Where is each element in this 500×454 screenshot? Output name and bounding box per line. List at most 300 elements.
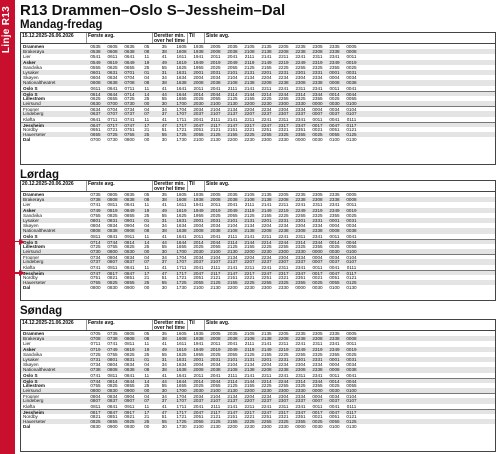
last-departure-time: 2211 <box>244 264 255 270</box>
first-departure-time: 0849 <box>124 207 135 213</box>
minutes-past-hour: 00 <box>144 388 150 394</box>
last-departure-time: 2125 <box>227 243 238 249</box>
last-departure-time: 2314 <box>295 91 306 96</box>
last-departure-time: 0117 <box>346 122 357 127</box>
last-departure-time: 2041 <box>210 372 221 378</box>
first-departure-time: 0837 <box>124 259 135 265</box>
minutes-past-hour: 41 <box>161 54 167 60</box>
last-departure-time: 2338 <box>329 197 340 203</box>
last-departure-time: 2125 <box>227 382 238 388</box>
until-time: 1704 <box>176 107 187 112</box>
last-departure-time: 2114 <box>227 91 238 96</box>
first-departure-time: 0549 <box>90 59 101 65</box>
last-departure-time: 2151 <box>227 275 238 280</box>
first-departure-time: 0755 <box>107 351 118 357</box>
first-departure-time: 0641 <box>107 85 118 91</box>
first-departure-time: 0638 <box>107 80 118 86</box>
first-departure-time: 0835 <box>124 192 135 197</box>
last-departure-time: 0034 <box>329 394 340 399</box>
last-departure-time: 2307 <box>278 259 289 265</box>
last-departure-time: 2317 <box>278 270 289 275</box>
first-departure-time: 0838 <box>107 228 118 234</box>
last-departure-time: 2334 <box>312 75 323 81</box>
last-departure-time: 0100 <box>329 137 340 143</box>
last-departure-time: 2144 <box>244 91 255 96</box>
until-time: 1608 <box>176 49 187 55</box>
minutes-past-hour: 11 <box>144 54 150 60</box>
last-departure-time: 2155 <box>227 280 238 286</box>
last-departure-time: 2217 <box>244 122 255 127</box>
last-departure-time: 0000 <box>295 424 306 430</box>
last-departure-time: 2149 <box>261 346 272 352</box>
last-departure-time: 0104 <box>346 394 357 399</box>
header-first-departure: Første avg. <box>87 320 153 330</box>
first-departure-time: 0738 <box>90 197 101 203</box>
last-departure-time: 0038 <box>346 228 357 234</box>
last-departure-time: 2249 <box>295 59 306 65</box>
last-departure-time: 2337 <box>295 259 306 265</box>
last-departure-time: 2138 <box>261 336 272 342</box>
minutes-past-hour: 07 <box>144 398 150 404</box>
table-row <box>21 285 495 290</box>
last-departure-time: 0041 <box>329 264 340 270</box>
last-departure-time: 2201 <box>261 217 272 223</box>
last-departure-time: 2107 <box>210 398 221 404</box>
first-departure-time: 0807 <box>107 259 118 265</box>
last-departure-time: 0004 <box>329 223 340 229</box>
minutes-past-hour: 08 <box>144 228 150 234</box>
minutes-past-hour: 30 <box>161 424 167 430</box>
last-departure-time: 2205 <box>278 192 289 197</box>
until-time: 1634 <box>176 223 187 229</box>
timetable-weekday <box>20 32 496 165</box>
first-departure-time: 0711 <box>90 341 101 347</box>
until-time: 1605 <box>176 331 187 336</box>
first-departure-time: 0917 <box>124 409 135 414</box>
last-departure-time: 2304 <box>278 107 289 112</box>
last-departure-time: 2117 <box>210 409 221 414</box>
first-departure-time: 0908 <box>124 228 135 234</box>
last-departure-time: 2134 <box>244 223 255 229</box>
until-time: 1634 <box>176 362 187 368</box>
until-time: 1704 <box>176 255 187 260</box>
last-departure-time: 2225 <box>278 212 289 218</box>
last-departure-time: 1955 <box>193 212 204 218</box>
minutes-past-hour: 51 <box>161 127 167 132</box>
last-departure-time: 2304 <box>278 255 289 260</box>
minutes-past-hour: 38 <box>161 228 167 234</box>
last-departure-time: 2101 <box>227 217 238 223</box>
first-departure-time: 0834 <box>124 255 135 260</box>
first-departure-time: 0825 <box>107 212 118 218</box>
last-departure-time: 2044 <box>210 239 221 244</box>
last-departure-time: 0025 <box>329 382 340 388</box>
last-departure-time: 0107 <box>346 111 357 117</box>
minutes-past-hour: 04 <box>144 75 150 81</box>
last-departure-time: 2334 <box>312 223 323 229</box>
minutes-past-hour: 04 <box>144 255 150 260</box>
until-time: 1730 <box>176 137 187 143</box>
station-name: Kløfta <box>23 403 35 409</box>
last-departure-time: 2200 <box>227 137 238 143</box>
last-departure-time: 2225 <box>261 95 272 101</box>
first-departure-time: 0837 <box>107 398 118 404</box>
last-departure-time: 2107 <box>210 111 221 117</box>
minutes-past-hour: 38 <box>161 49 167 55</box>
last-departure-time: 0025 <box>346 64 357 70</box>
first-departure-time: 0619 <box>107 59 118 65</box>
last-departure-time: 0011 <box>312 264 323 270</box>
last-departure-time: 0011 <box>346 202 357 208</box>
first-departure-time: 0841 <box>124 264 135 270</box>
minutes-past-hour: 30 <box>161 249 167 255</box>
last-departure-time: 2234 <box>261 107 272 112</box>
last-departure-time: 2341 <box>312 372 323 378</box>
first-departure-time: 0734 <box>124 107 135 112</box>
last-departure-time: 2104 <box>227 362 238 368</box>
station-name: Nationaltheatret <box>23 228 56 234</box>
last-departure-time: 0007 <box>312 111 323 117</box>
last-departure-time: 2308 <box>312 49 323 55</box>
last-departure-time: 2231 <box>278 69 289 75</box>
first-departure-time: 0834 <box>124 362 135 368</box>
last-departure-time: 2201 <box>261 69 272 75</box>
first-departure-time: 0655 <box>124 64 135 70</box>
last-departure-time: 2311 <box>295 233 306 239</box>
first-departure-time: 0825 <box>124 351 135 357</box>
last-departure-time: 2244 <box>278 378 289 383</box>
first-departure-time: 0804 <box>107 362 118 368</box>
last-departure-time: 2241 <box>261 116 272 122</box>
last-departure-time: 2301 <box>295 217 306 223</box>
last-departure-time: 2241 <box>278 85 289 91</box>
last-departure-time: 2255 <box>278 95 289 101</box>
last-departure-time: 2204 <box>244 394 255 399</box>
last-departure-time: 2030 <box>193 388 204 394</box>
first-departure-time: 0801 <box>107 356 118 362</box>
station-name: Nordby <box>23 127 38 132</box>
last-departure-time: 2311 <box>278 264 289 270</box>
last-departure-time: 2237 <box>261 398 272 404</box>
last-departure-time: 1941 <box>193 54 204 60</box>
until-time: 1655 <box>176 95 187 101</box>
first-departure-time: 0611 <box>90 85 101 91</box>
last-departure-time: 2325 <box>312 212 323 218</box>
last-departure-time: 2241 <box>295 341 306 347</box>
last-departure-time: 2138 <box>244 228 255 234</box>
last-departure-time: 2255 <box>295 212 306 218</box>
first-departure-time: 0741 <box>90 202 101 208</box>
last-departure-time: 0055 <box>329 132 340 138</box>
last-departure-time: 2230 <box>261 388 272 394</box>
last-departure-time: 0017 <box>312 270 323 275</box>
first-departure-time: 0811 <box>124 341 135 347</box>
last-departure-time: 0014 <box>329 91 340 96</box>
last-departure-time: 2247 <box>261 409 272 414</box>
last-departure-time: 2235 <box>295 331 306 336</box>
until-time: 1644 <box>176 91 187 96</box>
last-departure-time: 2325 <box>295 243 306 249</box>
last-departure-time: 0121 <box>346 127 357 132</box>
last-departure-time: 0007 <box>312 259 323 265</box>
last-departure-time: 2341 <box>329 341 340 347</box>
last-departure-time: 2247 <box>261 122 272 127</box>
minutes-past-hour: 51 <box>161 275 167 280</box>
until-time: 1608 <box>176 197 187 203</box>
last-departure-time: 2055 <box>193 419 204 425</box>
last-departure-time: 0030 <box>312 137 323 143</box>
last-departure-time: 2138 <box>261 49 272 55</box>
last-departure-time: 2107 <box>210 259 221 265</box>
minutes-past-hour: 49 <box>161 207 167 213</box>
until-time: 1605 <box>176 44 187 49</box>
until-time: 1631 <box>176 69 187 75</box>
minutes-past-hour: 55 <box>161 212 167 218</box>
last-departure-time: 2255 <box>278 382 289 388</box>
last-departure-time: 2311 <box>312 54 323 60</box>
until-time: 1717 <box>176 409 187 414</box>
first-departure-time: 0804 <box>90 394 101 399</box>
minutes-past-hour: 44 <box>161 378 167 383</box>
last-departure-time: 2349 <box>329 346 340 352</box>
last-departure-time: 2251 <box>261 414 272 419</box>
first-departure-time: 0744 <box>107 239 118 244</box>
last-departure-time: 0034 <box>346 75 357 81</box>
last-departure-time: 2338 <box>329 49 340 55</box>
last-departure-time: 2030 <box>193 101 204 107</box>
last-departure-time: 2217 <box>244 409 255 414</box>
last-departure-time: 0037 <box>329 398 340 404</box>
minutes-past-hour: 55 <box>161 382 167 388</box>
first-departure-time: 0741 <box>90 372 101 378</box>
minutes-past-hour: 25 <box>144 280 150 286</box>
last-departure-time: 0055 <box>346 95 357 101</box>
last-departure-time: 2204 <box>244 107 255 112</box>
until-time: 1644 <box>176 239 187 244</box>
first-departure-time: 0641 <box>124 54 135 60</box>
last-departure-time: 0037 <box>329 259 340 265</box>
until-time: 1655 <box>176 382 187 388</box>
until-time: 1730 <box>176 424 187 430</box>
last-departure-time: 2304 <box>278 394 289 399</box>
station-name: Drammen <box>23 44 45 49</box>
last-departure-time: 2011 <box>193 372 204 378</box>
minutes-past-hour: 00 <box>144 101 150 107</box>
station-name: Frogner <box>23 107 40 112</box>
last-departure-time: 2241 <box>278 372 289 378</box>
last-departure-time: 2038 <box>210 80 221 86</box>
last-departure-time: 2100 <box>193 137 204 143</box>
last-departure-time: 2100 <box>210 101 221 107</box>
last-departure-time: 0025 <box>346 351 357 357</box>
station-name: Asker <box>23 59 36 65</box>
last-departure-time: 2301 <box>295 69 306 75</box>
minutes-past-hour: 38 <box>161 367 167 373</box>
last-departure-time: 2349 <box>329 59 340 65</box>
last-departure-time: 2341 <box>295 403 306 409</box>
first-departure-time: 0714 <box>90 239 101 244</box>
first-departure-time: 0634 <box>107 75 118 81</box>
station-name: Dal <box>23 424 31 430</box>
station-name: Lysaker <box>23 69 39 75</box>
header-minutes-past-hour: Deretter min. over hel time <box>153 33 188 43</box>
last-departure-time: 2111 <box>227 372 238 378</box>
last-departure-time: 2330 <box>295 101 306 107</box>
last-departure-time: 2330 <box>278 285 289 291</box>
last-departure-time: 0011 <box>312 116 323 122</box>
first-departure-time: 0751 <box>124 127 135 132</box>
last-departure-time: 2338 <box>312 228 323 234</box>
station-name: Brakerøya <box>23 49 45 55</box>
last-departure-time: 2238 <box>278 367 289 373</box>
first-departure-time: 0851 <box>124 275 135 280</box>
last-departure-time: 2237 <box>261 111 272 117</box>
minutes-past-hour: 11 <box>144 341 150 347</box>
station-name: Oslo S <box>23 85 38 91</box>
last-departure-time: 2155 <box>244 243 255 249</box>
until-time: 1700 <box>176 249 187 255</box>
until-time: 1730 <box>176 285 187 291</box>
last-departure-time: 2304 <box>295 75 306 81</box>
last-departure-time: 2351 <box>295 127 306 132</box>
first-departure-time: 0811 <box>107 372 118 378</box>
last-departure-time: 2104 <box>210 255 221 260</box>
header-first-departure: Første avg. <box>87 181 153 191</box>
first-departure-time: 0755 <box>90 382 101 388</box>
last-departure-time: 2200 <box>227 285 238 291</box>
last-departure-time: 2104 <box>227 223 238 229</box>
until-time: 1707 <box>176 111 187 117</box>
first-departure-time: 0851 <box>107 414 118 419</box>
first-departure-time: 0611 <box>107 54 118 60</box>
last-departure-time: 2005 <box>210 331 221 336</box>
first-departure-time: 0749 <box>90 207 101 213</box>
station-name: Lindeberg <box>23 111 44 117</box>
header-until: Til <box>188 181 205 191</box>
first-departure-time: 0911 <box>124 403 135 409</box>
last-departure-time: 2221 <box>244 275 255 280</box>
last-departure-time: 2138 <box>244 367 255 373</box>
last-departure-time: 0019 <box>346 59 357 65</box>
last-departure-time: 0034 <box>346 362 357 368</box>
last-departure-time: 0007 <box>312 398 323 404</box>
last-departure-time: 0125 <box>346 280 357 286</box>
last-departure-time: 2308 <box>295 80 306 86</box>
minutes-past-hour: 41 <box>161 202 167 208</box>
first-departure-time: 0741 <box>90 264 101 270</box>
minutes-past-hour: 49 <box>161 346 167 352</box>
last-departure-time: 0019 <box>346 207 357 213</box>
first-departure-time: 0804 <box>90 223 101 229</box>
minutes-past-hour: 07 <box>144 259 150 265</box>
last-departure-time: 0004 <box>312 394 323 399</box>
last-departure-time: 2319 <box>312 59 323 65</box>
first-departure-time: 0655 <box>90 132 101 138</box>
last-departure-time: 2005 <box>210 44 221 49</box>
last-departure-time: 2025 <box>193 95 204 101</box>
last-departure-time: 2035 <box>227 192 238 197</box>
last-departure-time: 2025 <box>193 382 204 388</box>
last-departure-time: 2341 <box>329 54 340 60</box>
last-departure-time: 0044 <box>346 378 357 383</box>
line-side-tab <box>0 0 15 454</box>
last-departure-time: 2038 <box>210 228 221 234</box>
first-departure-time: 0907 <box>124 398 135 404</box>
last-departure-time: 0047 <box>329 270 340 275</box>
last-departure-time: 2249 <box>295 207 306 213</box>
first-departure-time: 0601 <box>90 69 101 75</box>
minutes-past-hour: 41 <box>161 264 167 270</box>
last-departure-time: 0100 <box>346 388 357 394</box>
first-departure-time: 0821 <box>90 414 101 419</box>
last-departure-time: 2204 <box>261 223 272 229</box>
last-departure-time: 2238 <box>295 336 306 342</box>
last-departure-time: 2105 <box>244 331 255 336</box>
last-departure-time: 2041 <box>193 403 204 409</box>
last-departure-time: 2125 <box>210 280 221 286</box>
last-departure-time: 2125 <box>210 132 221 138</box>
last-departure-time: 2241 <box>261 403 272 409</box>
first-departure-time: 0705 <box>90 331 101 336</box>
last-departure-time: 2219 <box>278 207 289 213</box>
last-departure-time: 0107 <box>346 398 357 404</box>
station-name: Lillestrøm <box>23 95 45 101</box>
station-name: Oslo S <box>23 91 38 96</box>
last-departure-time: 2349 <box>329 207 340 213</box>
last-departure-time: 1949 <box>193 59 204 65</box>
last-departure-time: 0001 <box>329 356 340 362</box>
last-departure-time: 2008 <box>193 367 204 373</box>
first-departure-time: 0651 <box>90 127 101 132</box>
first-departure-time: 0734 <box>90 362 101 368</box>
last-departure-time: 0014 <box>329 239 340 244</box>
until-time: 1641 <box>176 372 187 378</box>
last-departure-time: 2311 <box>295 85 306 91</box>
minutes-past-hour: 21 <box>144 275 150 280</box>
last-departure-time: 2238 <box>295 197 306 203</box>
last-departure-time: 0008 <box>329 80 340 86</box>
station-name: Sandvika <box>23 212 42 218</box>
last-departure-time: 0055 <box>329 419 340 425</box>
first-departure-time: 0855 <box>107 419 118 425</box>
last-departure-time: 2141 <box>244 233 255 239</box>
last-departure-time: 2334 <box>295 394 306 399</box>
last-departure-time: 0047 <box>329 409 340 414</box>
last-departure-time: 2225 <box>244 132 255 138</box>
first-departure-time: 0541 <box>90 54 101 60</box>
station-name: Brakerøya <box>23 197 45 203</box>
last-departure-time: 2037 <box>193 398 204 404</box>
last-departure-time: 2338 <box>312 80 323 86</box>
last-departure-time: 2031 <box>210 356 221 362</box>
minutes-past-hour: 14 <box>144 239 150 244</box>
minutes-past-hour: 47 <box>161 122 167 127</box>
first-departure-time: 0649 <box>124 59 135 65</box>
first-departure-time: 0841 <box>124 202 135 208</box>
last-departure-time: 0011 <box>329 85 340 91</box>
station-name: Lier <box>23 54 31 60</box>
first-departure-time: 0707 <box>107 111 118 117</box>
last-departure-time: 2219 <box>278 59 289 65</box>
last-departure-time: 0041 <box>346 372 357 378</box>
last-departure-time: 1935 <box>193 44 204 49</box>
first-departure-time: 0901 <box>124 217 135 223</box>
first-departure-time: 0808 <box>90 228 101 234</box>
last-departure-time: 0121 <box>346 414 357 419</box>
last-departure-time: 0025 <box>329 243 340 249</box>
header-last-departure: Siste avg. <box>206 33 230 39</box>
until-time: 1721 <box>176 127 187 132</box>
